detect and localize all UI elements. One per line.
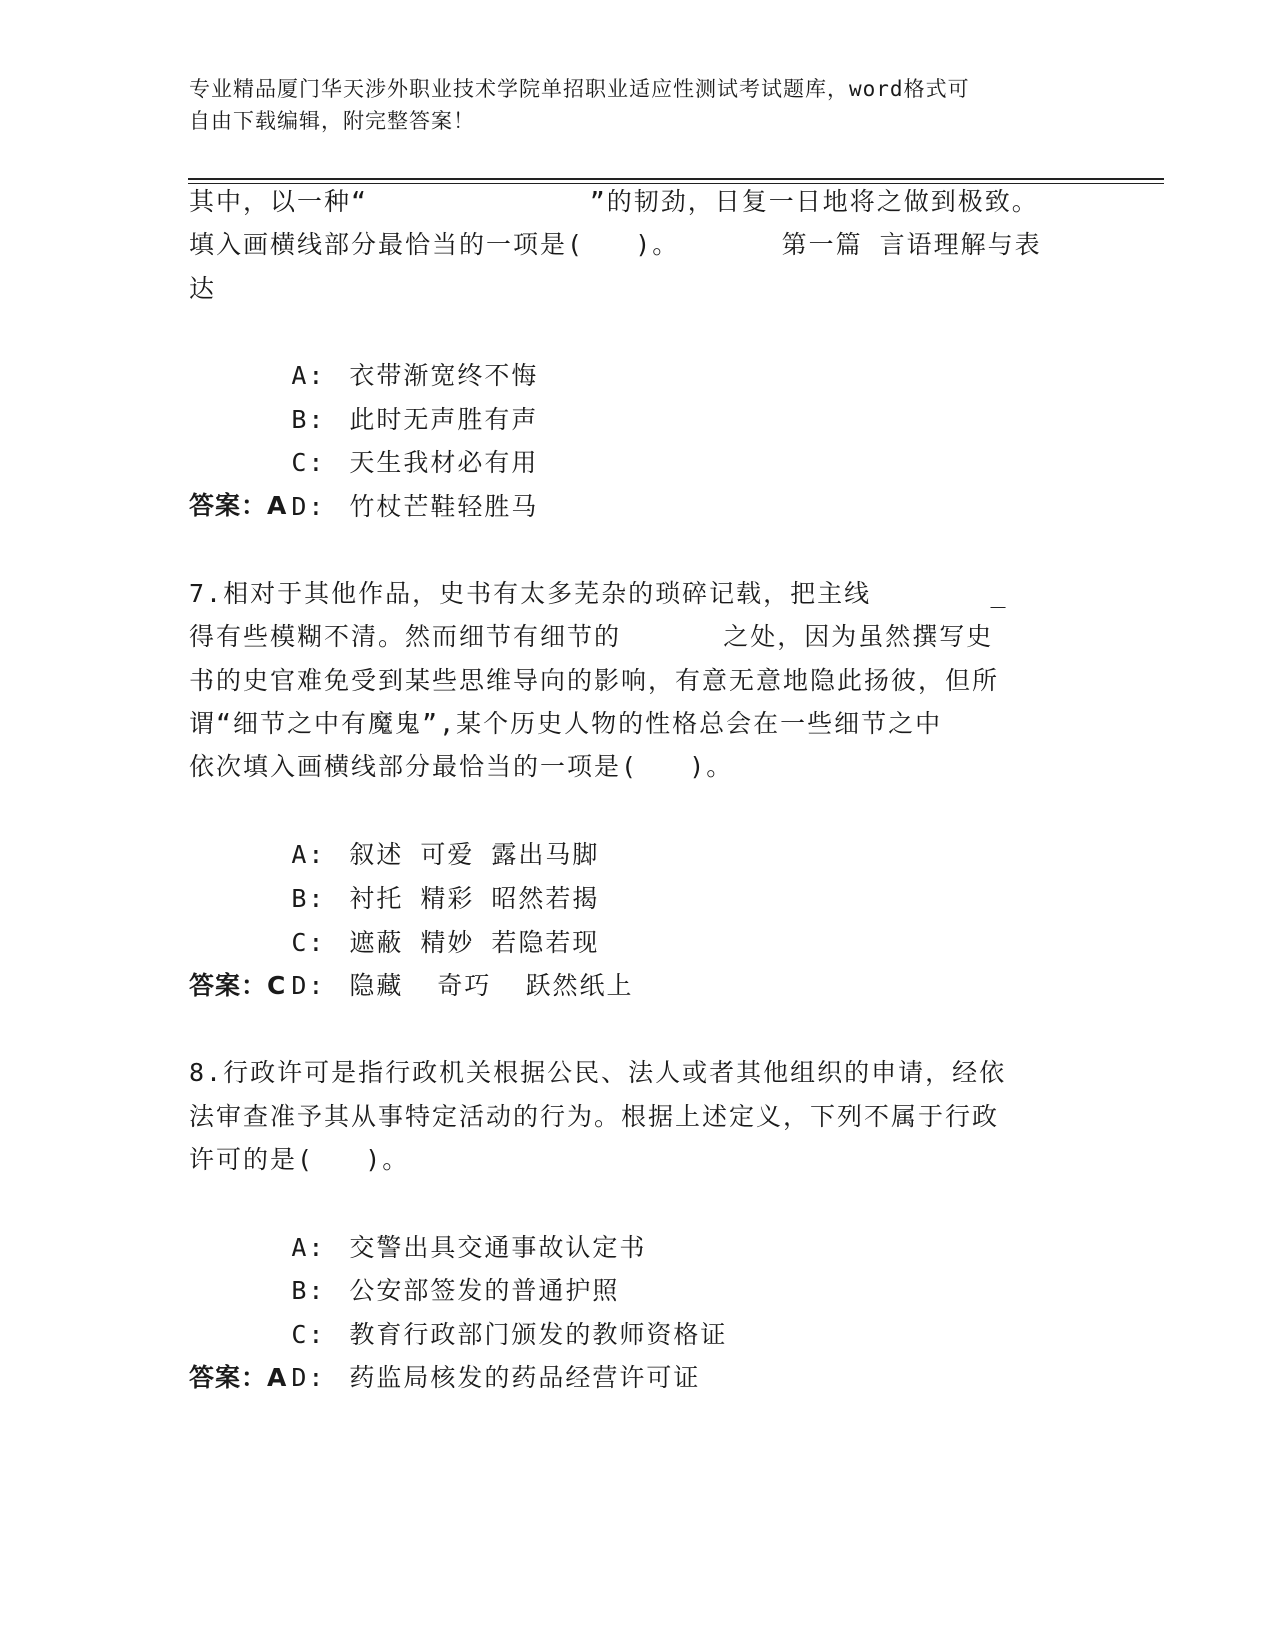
q8-text-line-1: 8.行政许可是指行政机关根据公民、法人或者其他组织的申请，经依 [189,1058,1007,1087]
option-letter: D: [291,1363,326,1392]
option-text: 教育行政部门颁发的教师资格证 [349,1320,728,1349]
q8-option-c [189,1269,728,1349]
option-letter: C: [291,928,326,957]
q6-option-c [189,397,539,477]
q6-text-line-3: 达 [189,274,217,303]
q8-text-line-3: 许可的是( )。 [189,1145,410,1174]
option-text: 衬托 精彩 昭然若揭 [349,884,600,913]
q7-option-b [189,833,600,913]
q6-option-a [189,310,539,390]
q6-answer: 答案：A [189,491,288,520]
q6-option-b [189,354,539,434]
option-text: 竹杖芒鞋轻胜马 [349,492,539,521]
option-letter: D: [291,971,326,1000]
option-text: 隐藏 奇巧 跃然纸上 [349,971,634,1000]
q8-text-line-2: 法审查准予其从事特定活动的行为。根据上述定义，下列不属于行政 [189,1102,1000,1131]
header-line-1: 专业精品厦门华天涉外职业技术学院单招职业适应性测试考试题库，word格式可 [189,77,970,101]
option-text: 叙述 可爱 露出马脚 [349,840,600,869]
option-text: 交警出具交通事故认定书 [349,1233,647,1262]
option-text: 公安部签发的普通护照 [349,1276,620,1305]
q7-option-c [189,877,600,957]
option-letter: A: [291,1233,326,1262]
option-letter: B: [291,405,326,434]
page-header [189,73,1089,137]
q7-text-line-3: 书的史官难免受到某些思维导向的影响，有意无意地隐此扬彼，但所 [189,666,1000,695]
option-letter: A: [291,840,326,869]
option-letter: D: [291,492,326,521]
option-text: 此时无声胜有声 [349,405,539,434]
option-text: 遮蔽 精妙 若隐若现 [349,928,600,957]
q8-answer: 答案：A [189,1363,288,1392]
q7-text-line-4: 谓“细节之中有魔鬼”,某个历史人物的性格总会在一些细节之中 [189,709,943,738]
q7-option-a [189,789,600,869]
q8-option-a [189,1182,647,1262]
option-text: 药监局核发的药品经营许可证 [349,1363,701,1392]
q7-text-line-2: 得有些模糊不清。然而细节有细节的 之处，因为虽然撰写史 [189,622,994,651]
q6-text-line-1: 其中，以一种“ ”的韧劲，日复一日地将之做到极致。 [189,187,1039,216]
q8-option-b [189,1225,620,1305]
option-letter: B: [291,1276,326,1305]
q7-text-line-5: 依次填入画横线部分最恰当的一项是( )。 [189,752,734,781]
option-letter: C: [291,448,326,477]
q7-answer: 答案：C [189,971,287,1000]
option-text: 天生我材必有用 [349,448,539,477]
option-letter: B: [291,884,326,913]
option-letter: C: [291,1320,326,1349]
q6-text-line-2: 填入画横线部分最恰当的一项是( )。 第一篇 言语理解与表 [189,230,1042,259]
option-text: 衣带渐宽终不悔 [349,361,539,390]
option-letter: A: [291,361,326,390]
header-line-2: 自由下载编辑，附完整答案！ [189,109,475,133]
q7-text-line-1: 7.相对于其他作品，史书有太多芜杂的琐碎记载，把主线 _ [189,579,1008,608]
